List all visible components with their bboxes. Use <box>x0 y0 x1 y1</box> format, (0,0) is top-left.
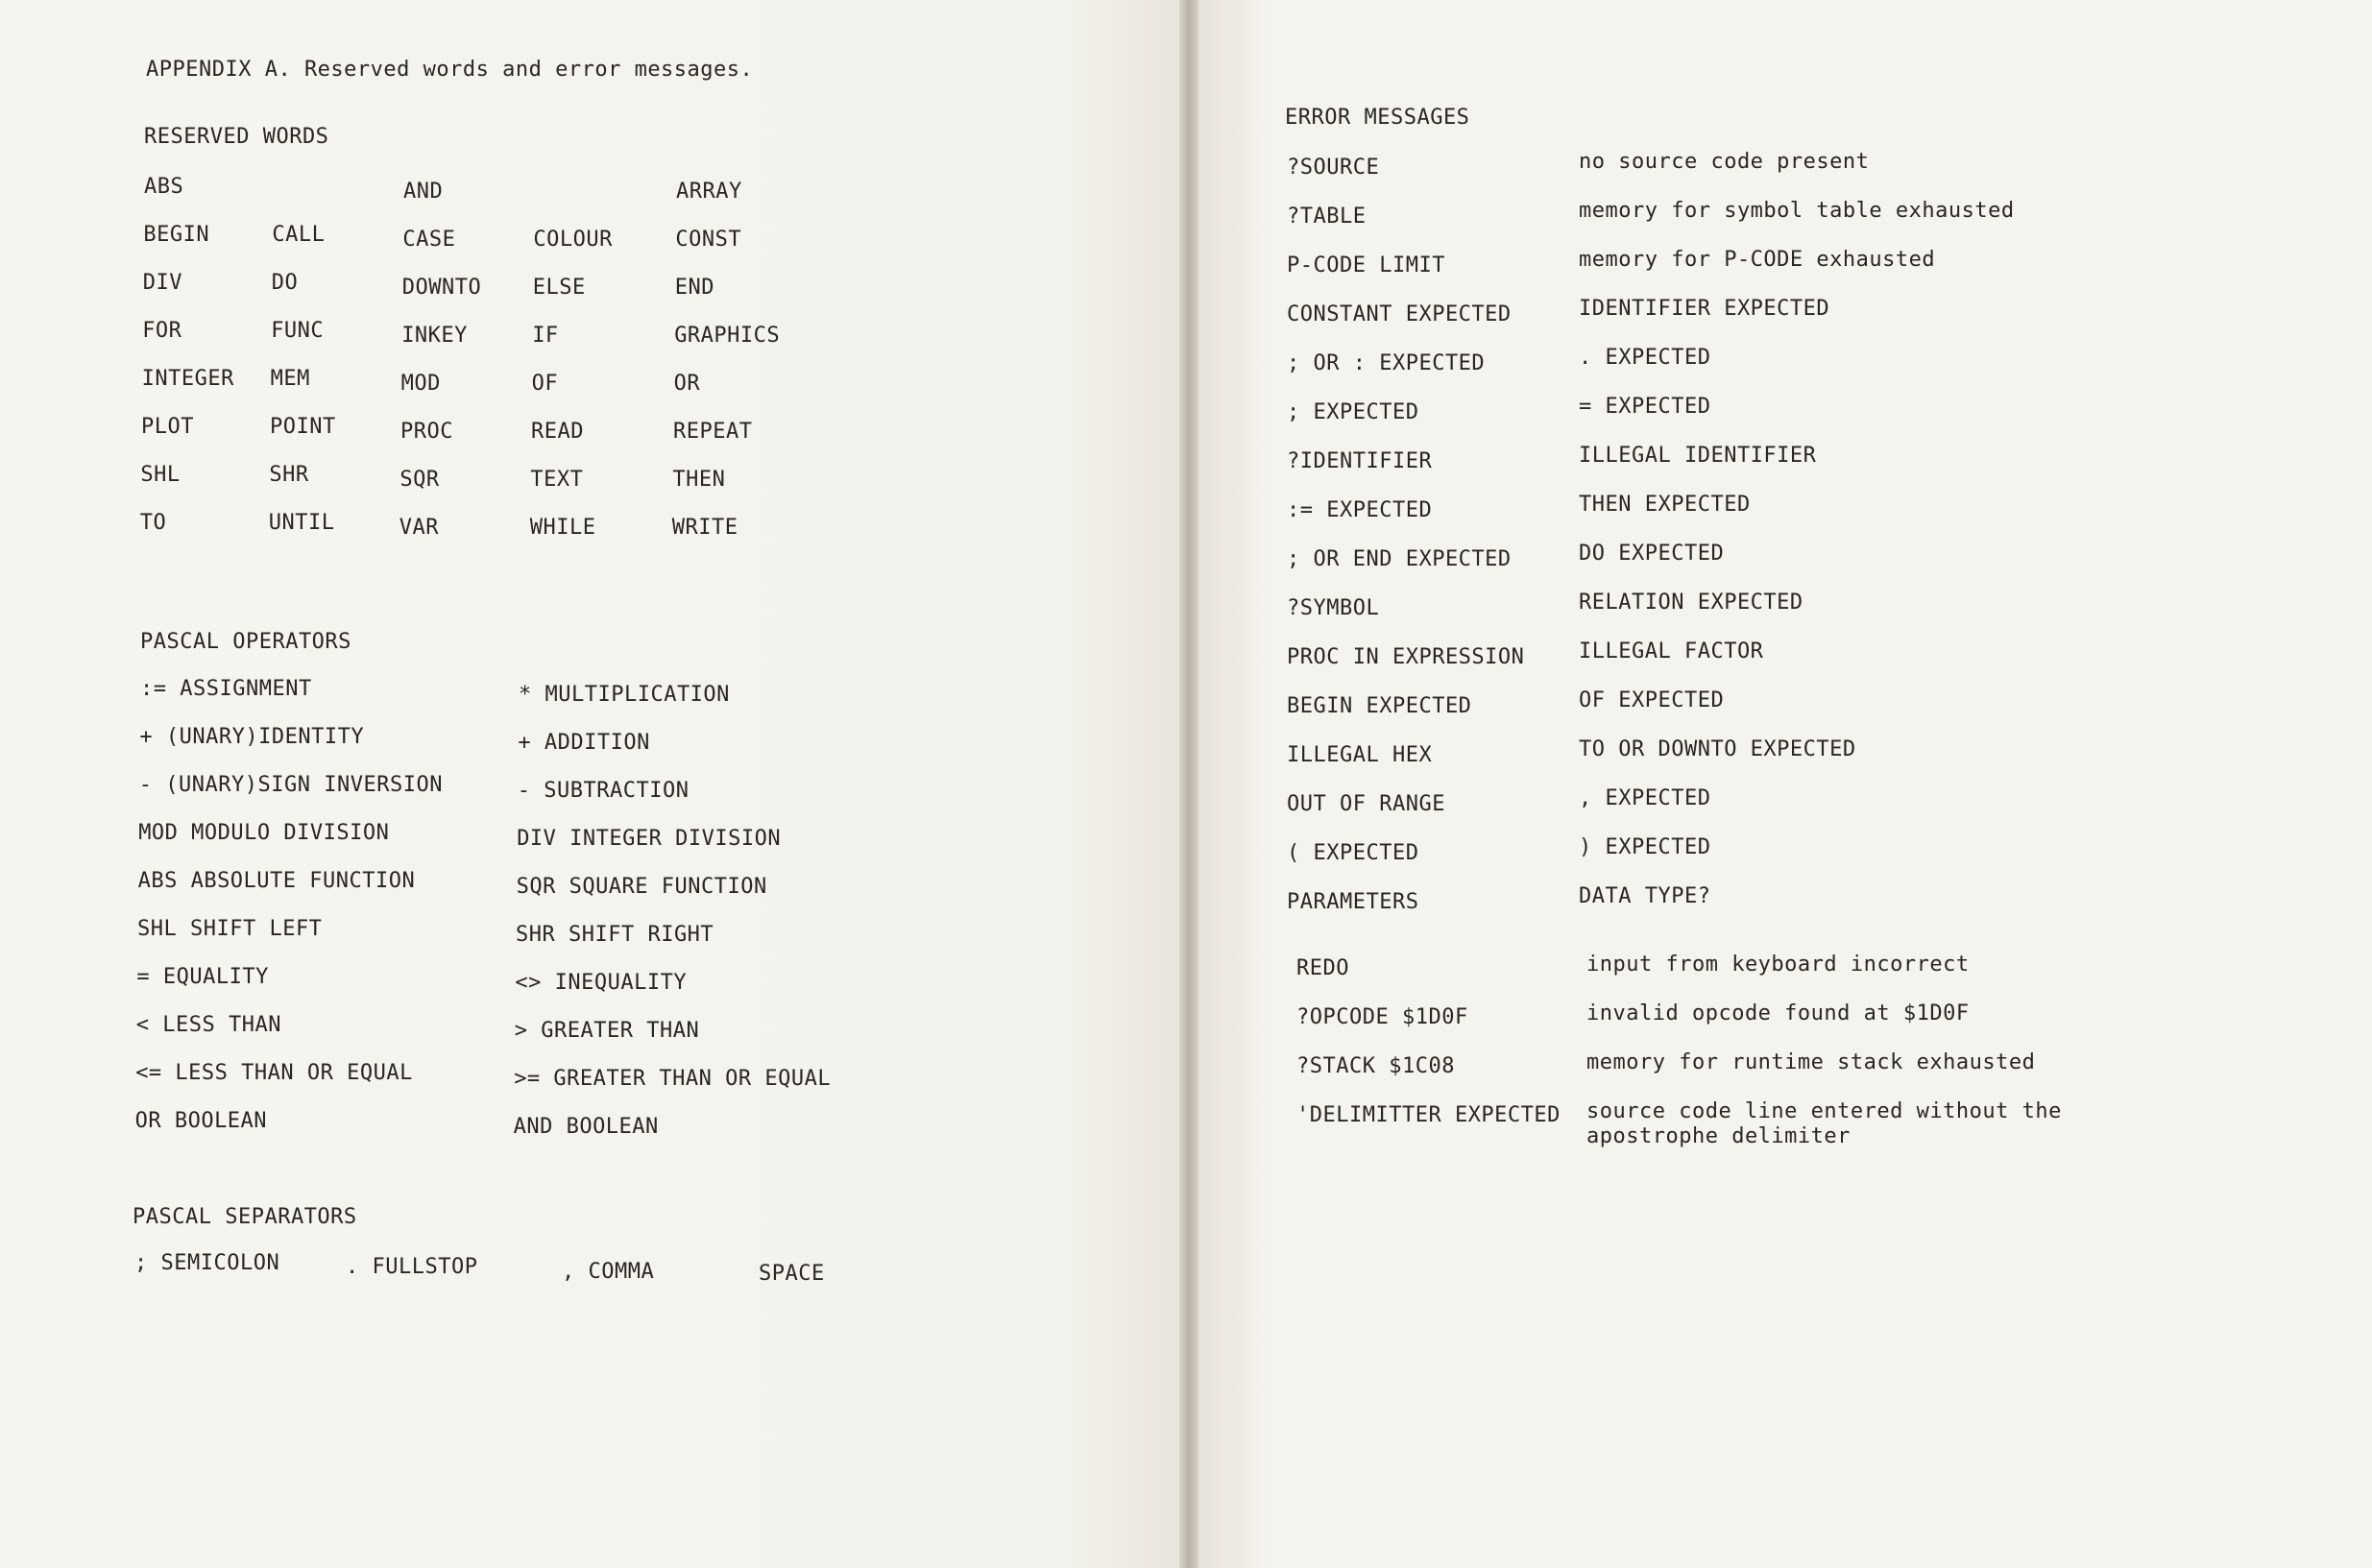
reserved-word: REPEAT <box>673 420 753 444</box>
reserved-word: TO <box>139 511 167 535</box>
reserved-word: INTEGER <box>141 367 234 391</box>
reserved-word: VAR <box>399 516 440 540</box>
error-code: ?SOURCE <box>1287 156 1380 180</box>
operator-item: SHR SHIFT RIGHT <box>516 923 714 947</box>
reserved-word: PROC <box>400 420 453 444</box>
runtime-error-description: input from keyboard incorrect <box>1586 953 1970 977</box>
operator-item: > GREATER THAN <box>514 1019 700 1043</box>
reserved-word: PLOT <box>141 415 194 439</box>
pascal-operators-heading: PASCAL OPERATORS <box>140 630 351 654</box>
reserved-word: OR <box>673 372 701 396</box>
operator-item: <> INEQUALITY <box>515 971 688 995</box>
error-code: := EXPECTED <box>1287 498 1433 522</box>
error-description: , EXPECTED <box>1579 786 1711 810</box>
reserved-word: SHL <box>140 463 181 487</box>
reserved-word: DO <box>271 271 299 295</box>
reserved-word: DIV <box>142 271 183 295</box>
error-description: TO OR DOWNTO EXPECTED <box>1579 737 1856 761</box>
pascal-separators-heading: PASCAL SEPARATORS <box>133 1205 357 1229</box>
runtime-error-code: 'DELIMITTER EXPECTED <box>1296 1103 1561 1127</box>
operator-item: - (UNARY)SIGN INVERSION <box>138 773 443 797</box>
reserved-word: IF <box>532 324 559 348</box>
error-description: OF EXPECTED <box>1579 688 1725 712</box>
runtime-error-description: memory for runtime stack exhausted <box>1586 1050 2036 1074</box>
reserved-word: WRITE <box>671 516 738 540</box>
left-page <box>0 0 1179 1568</box>
error-code: OUT OF RANGE <box>1287 792 1445 816</box>
separator-item: ; SEMICOLON <box>134 1251 280 1275</box>
runtime-error-description: invalid opcode found at $1D0F <box>1586 1001 1970 1025</box>
separator-item: , COMMA <box>562 1260 655 1284</box>
reserved-word: CASE <box>402 228 456 252</box>
reserved-word: ELSE <box>532 276 586 300</box>
reserved-word: GRAPHICS <box>674 324 781 348</box>
reserved-word: COLOUR <box>533 228 613 252</box>
reserved-word: UNTIL <box>268 511 335 535</box>
error-code: ILLEGAL HEX <box>1287 743 1433 767</box>
error-code: ?IDENTIFIER <box>1287 449 1433 473</box>
operator-item: <= LESS THAN OR EQUAL <box>135 1061 413 1085</box>
error-description: ILLEGAL FACTOR <box>1579 639 1764 663</box>
error-description: = EXPECTED <box>1579 395 1711 419</box>
error-description: memory for P-CODE exhausted <box>1579 248 1936 272</box>
separator-item: . FULLSTOP <box>346 1255 478 1279</box>
page-title: APPENDIX A. Reserved words and error messages. <box>146 58 754 82</box>
error-code: ; OR : EXPECTED <box>1287 351 1486 375</box>
operator-item: + (UNARY)IDENTITY <box>139 725 365 749</box>
error-code: PROC IN EXPRESSION <box>1287 645 1525 669</box>
separator-item: SPACE <box>759 1262 825 1286</box>
operator-item: + ADDITION <box>518 731 650 755</box>
operator-item: AND BOOLEAN <box>513 1115 659 1139</box>
error-description: memory for symbol table exhausted <box>1579 199 2015 223</box>
reserved-word: ARRAY <box>676 180 742 204</box>
operator-item: < LESS THAN <box>135 1013 281 1037</box>
reserved-word: OF <box>531 372 559 396</box>
error-description: no source code present <box>1579 150 1870 174</box>
runtime-error-description: source code line entered without the apostrophe delimiter <box>1586 1099 2062 1148</box>
error-description: ) EXPECTED <box>1579 835 1711 859</box>
error-code: CONSTANT EXPECTED <box>1287 302 1512 326</box>
operator-item: := ASSIGNMENT <box>140 677 312 701</box>
operator-item: SQR SQUARE FUNCTION <box>516 875 767 899</box>
reserved-word: END <box>674 276 715 300</box>
error-description: DO EXPECTED <box>1579 542 1725 566</box>
operator-item: = EQUALITY <box>136 965 269 989</box>
error-code: ?TABLE <box>1287 205 1367 229</box>
reserved-word: BEGIN <box>143 223 210 247</box>
runtime-error-code: REDO <box>1296 956 1349 980</box>
operator-item: ABS ABSOLUTE FUNCTION <box>137 869 416 893</box>
error-code: P-CODE LIMIT <box>1287 253 1445 277</box>
reserved-word: CALL <box>272 223 326 247</box>
reserved-word: CONST <box>675 228 742 252</box>
reserved-word: FOR <box>142 319 182 343</box>
reserved-word: WHILE <box>529 516 596 540</box>
operator-item: >= GREATER THAN OR EQUAL <box>514 1067 832 1091</box>
runtime-error-code: ?STACK $1C08 <box>1296 1054 1455 1078</box>
right-page <box>1198 0 2372 1568</box>
error-description: IDENTIFIER EXPECTED <box>1579 297 1830 321</box>
reserved-word: MEM <box>270 367 310 391</box>
reserved-word: TEXT <box>530 468 584 492</box>
reserved-word: AND <box>403 180 444 204</box>
operator-item: - SUBTRACTION <box>517 779 690 803</box>
error-description: RELATION EXPECTED <box>1579 591 1803 615</box>
error-description: . EXPECTED <box>1579 346 1711 370</box>
error-description: ILLEGAL IDENTIFIER <box>1579 444 1817 468</box>
reserved-word: POINT <box>270 415 336 439</box>
operator-item: SHL SHIFT LEFT <box>137 917 323 941</box>
reserved-word: READ <box>531 420 584 444</box>
reserved-word: SQR <box>399 468 440 492</box>
operator-item: * MULTIPLICATION <box>519 683 730 707</box>
reserved-word: INKEY <box>401 324 468 348</box>
runtime-error-code: ?OPCODE $1D0F <box>1296 1005 1468 1029</box>
error-description: THEN EXPECTED <box>1579 493 1751 517</box>
reserved-word: MOD <box>400 372 441 396</box>
error-code: ?SYMBOL <box>1287 596 1380 620</box>
error-code: PARAMETERS <box>1287 890 1419 914</box>
error-messages-heading: ERROR MESSAGES <box>1285 106 1470 130</box>
reserved-word: THEN <box>672 468 726 492</box>
operator-item: OR BOOLEAN <box>134 1109 268 1133</box>
error-description: DATA TYPE? <box>1579 884 1711 908</box>
reserved-word: DOWNTO <box>401 276 482 300</box>
error-code: ; EXPECTED <box>1287 400 1419 424</box>
reserved-word: ABS <box>144 175 184 199</box>
operator-item: DIV INTEGER DIVISION <box>517 827 782 851</box>
book-gutter <box>1179 0 1198 1568</box>
error-code: ; OR END EXPECTED <box>1287 547 1512 571</box>
reserved-word: SHR <box>269 463 309 487</box>
error-code: BEGIN EXPECTED <box>1287 694 1472 718</box>
operator-item: MOD MODULO DIVISION <box>138 821 390 845</box>
error-code: ( EXPECTED <box>1287 841 1419 865</box>
reserved-word: FUNC <box>271 319 325 343</box>
reserved-words-heading: RESERVED WORDS <box>144 125 329 149</box>
